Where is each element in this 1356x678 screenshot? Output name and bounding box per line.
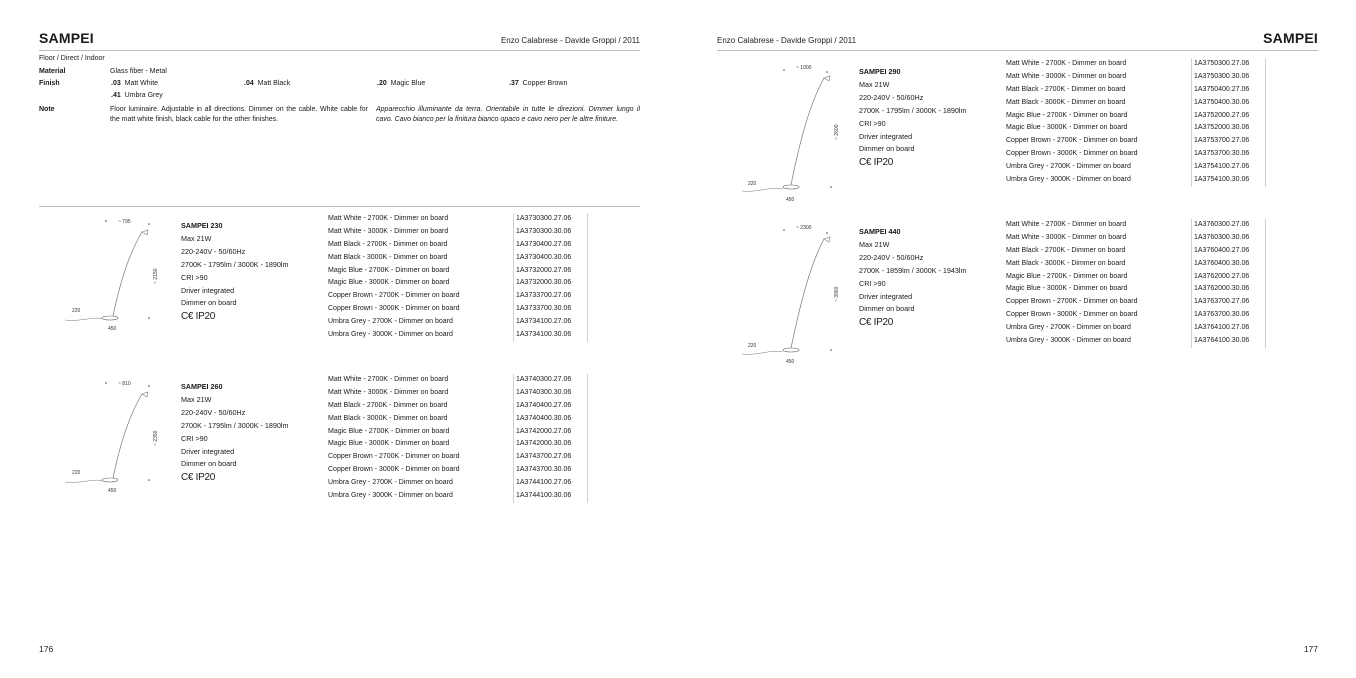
table-row: Magic Blue - 3000K - Dimmer on board 1A3752000.30.06 — [1005, 122, 1266, 135]
variant-table — [1005, 58, 1266, 187]
product-specs — [859, 226, 966, 330]
svg-text:450: 450 — [108, 326, 117, 332]
spec-line: Dimmer on board — [859, 144, 915, 154]
svg-text:450: 450 — [786, 359, 795, 365]
spec-line: 220-240V - 50/60Hz — [859, 252, 924, 262]
designer-credit: Enzo Calabrese - Davide Groppi / 2011 — [717, 36, 857, 45]
table-row: Copper Brown - 2700K - Dimmer on board 1A3753700.27.06 — [1005, 135, 1266, 148]
table-row: Magic Blue - 3000K - Dimmer on board 1A3742000.30.06 — [327, 438, 588, 451]
product-name: SAMPEI 440 — [859, 227, 901, 236]
svg-text:220: 220 — [748, 181, 757, 187]
svg-text:220: 220 — [72, 470, 81, 476]
ce-ip20-mark: C€ IP20 — [859, 157, 894, 169]
table-row: Magic Blue - 3000K - Dimmer on board 1A3762000.30.06 — [1005, 283, 1266, 296]
table-row: Umbra Grey - 2700K - Dimmer on board 1A3734100.27.06 — [327, 316, 588, 329]
category-text: Floor / Direct / Indoor — [39, 55, 105, 62]
table-row: Umbra Grey - 3000K - Dimmer on board 1A3754100.30.06 — [1005, 174, 1266, 187]
table-row: Copper Brown - 2700K - Dimmer on board 1A3763700.27.06 — [1005, 296, 1266, 309]
table-row: Umbra Grey - 2700K - Dimmer on board 1A3764100.27.06 — [1005, 322, 1266, 335]
lamp-drawing — [734, 60, 844, 205]
table-row: Copper Brown - 3000K - Dimmer on board 1A3753700.30.06 — [1005, 148, 1266, 161]
catalog-page-right — [678, 0, 1356, 678]
table-row: Umbra Grey - 2700K - Dimmer on board 1A3754100.27.06 — [1005, 161, 1266, 174]
svg-text:~ 2300: ~ 2300 — [796, 225, 812, 231]
lamp-drawing — [60, 212, 160, 334]
ce-ip20-mark: C€ IP20 — [859, 317, 894, 329]
spec-line: Max 21W — [181, 233, 212, 243]
finish-item: .04 Matt Black — [244, 80, 291, 87]
table-row: Copper Brown - 2700K - Dimmer on board 1A3733700.27.06 — [327, 290, 588, 303]
table-row: Matt White - 3000K - Dimmer on board 1A3730300.30.06 — [327, 226, 588, 239]
spec-line: CRI >90 — [859, 118, 886, 128]
spec-line: 2700K - 1795lm / 3000K - 1890lm — [181, 259, 289, 269]
spec-line: Dimmer on board — [859, 304, 915, 314]
svg-text:450: 450 — [786, 197, 795, 203]
note-label: Note — [39, 106, 55, 113]
page-number: 176 — [39, 644, 54, 654]
designer-credit: Enzo Calabrese - Davide Groppi / 2011 — [500, 36, 640, 45]
product-name: SAMPEI 230 — [181, 221, 223, 230]
svg-text:450: 450 — [108, 488, 117, 494]
table-row: Matt Black - 3000K - Dimmer on board 1A3760400.30.06 — [1005, 258, 1266, 271]
svg-text:~ 810: ~ 810 — [118, 381, 131, 387]
material-value: Glass fiber - Metal — [110, 68, 167, 75]
table-row: Umbra Grey - 3000K - Dimmer on board 1A3734100.30.06 — [327, 329, 588, 342]
note-italian: Apparecchio illuminante da terra. Orientabile in tutte le direzioni. Dimmer lungo il cavo. Cavo bianco per la finitura bianco opaco e cavo nero per le altre finiture. — [376, 106, 640, 123]
spec-line: CRI >90 — [181, 433, 208, 443]
svg-text:~ 795: ~ 795 — [118, 219, 131, 225]
table-row: Matt White - 2700K - Dimmer on board 1A3760300.27.06 — [1005, 219, 1266, 232]
table-row: Matt Black - 3000K - Dimmer on board 1A3750400.30.06 — [1005, 97, 1266, 110]
svg-text:~ 3960: ~ 3960 — [834, 286, 840, 302]
brand-title: SAMPEI — [1263, 30, 1318, 46]
svg-text:~ 2150: ~ 2150 — [153, 268, 159, 284]
ce-ip20-mark: C€ IP20 — [181, 311, 216, 323]
table-row: Matt White - 2700K - Dimmer on board 1A3740300.27.06 — [327, 374, 588, 387]
table-row: Matt White - 2700K - Dimmer on board 1A3730300.27.06 — [327, 213, 588, 226]
spec-line: 220-240V - 50/60Hz — [181, 407, 246, 417]
finish-item: .20 Magic Blue — [377, 80, 426, 87]
spec-line: 2700K - 1795lm / 3000K - 1890lm — [181, 420, 289, 430]
spec-line: Driver integrated — [859, 291, 913, 301]
table-row: Magic Blue - 2700K - Dimmer on board 1A3752000.27.06 — [1005, 110, 1266, 123]
variant-table — [327, 213, 588, 342]
product-specs — [859, 66, 966, 170]
brand-title: SAMPEI — [39, 30, 94, 46]
table-row: Matt White - 3000K - Dimmer on board 1A3750300.30.06 — [1005, 71, 1266, 84]
spec-line: Dimmer on board — [181, 298, 237, 308]
finish-label: Finish — [39, 80, 60, 87]
table-row: Magic Blue - 2700K - Dimmer on board 1A3732000.27.06 — [327, 265, 588, 278]
finish-item: .41 Umbra Grey — [111, 92, 163, 99]
spec-line: Driver integrated — [859, 131, 913, 141]
spec-line: Driver integrated — [181, 446, 235, 456]
lamp-drawing — [60, 374, 160, 496]
note-english: Floor luminaire. Adjustable in all directions. Dimmer on the cable. White cable for the matt white finish, black cable for the other finishes. — [110, 106, 368, 123]
material-label: Material — [39, 68, 66, 75]
svg-text:220: 220 — [72, 308, 81, 314]
header-rule — [39, 50, 640, 51]
table-row: Matt White - 2700K - Dimmer on board 1A3750300.27.06 — [1005, 58, 1266, 71]
spec-line: 220-240V - 50/60Hz — [859, 92, 924, 102]
table-row: Magic Blue - 3000K - Dimmer on board 1A3732000.30.06 — [327, 277, 588, 290]
header-rule — [717, 50, 1318, 51]
table-row: Matt Black - 2700K - Dimmer on board 1A3760400.27.06 — [1005, 245, 1266, 258]
section-rule — [39, 206, 640, 207]
table-row: Matt White - 3000K - Dimmer on board 1A3740300.30.06 — [327, 387, 588, 400]
spec-line: CRI >90 — [181, 272, 208, 282]
page-number: 177 — [1303, 644, 1318, 654]
product-name: SAMPEI 290 — [859, 67, 901, 76]
finish-item: .03 Matt White — [111, 80, 159, 87]
spec-line: Driver integrated — [181, 285, 235, 295]
svg-text:~ 2600: ~ 2600 — [834, 124, 840, 140]
spec-line: Max 21W — [859, 239, 890, 249]
table-row: Matt Black - 3000K - Dimmer on board 1A3730400.30.06 — [327, 252, 588, 265]
spec-line: Max 21W — [859, 79, 890, 89]
table-row: Matt Black - 2700K - Dimmer on board 1A3740400.27.06 — [327, 400, 588, 413]
variant-table — [327, 374, 588, 503]
finish-item: .37 Copper Brown — [509, 80, 568, 87]
lamp-drawing — [734, 220, 844, 368]
svg-text:~ 2350: ~ 2350 — [153, 430, 159, 446]
spec-line: CRI >90 — [859, 278, 886, 288]
svg-text:220: 220 — [748, 343, 757, 349]
table-row: Copper Brown - 3000K - Dimmer on board 1A3733700.30.06 — [327, 303, 588, 316]
table-row: Copper Brown - 2700K - Dimmer on board 1A3743700.27.06 — [327, 451, 588, 464]
spec-line: 2700K - 1795lm / 3000K - 1890lm — [859, 105, 967, 115]
table-row: Umbra Grey - 3000K - Dimmer on board 1A3764100.30.06 — [1005, 335, 1266, 348]
product-specs — [181, 220, 288, 324]
product-name: SAMPEI 260 — [181, 382, 223, 391]
svg-text:~ 1000: ~ 1000 — [796, 65, 812, 71]
product-specs — [181, 381, 288, 485]
spec-line: 220-240V - 50/60Hz — [181, 246, 246, 256]
spec-line: Max 21W — [181, 394, 212, 404]
table-row: Umbra Grey - 3000K - Dimmer on board 1A3744100.30.06 — [327, 490, 588, 503]
table-row: Matt Black - 3000K - Dimmer on board 1A3740400.30.06 — [327, 413, 588, 426]
spec-line: 2700K - 1859lm / 3000K - 1943lm — [859, 265, 967, 275]
table-row: Umbra Grey - 2700K - Dimmer on board 1A3744100.27.06 — [327, 477, 588, 490]
table-row: Matt Black - 2700K - Dimmer on board 1A3750400.27.06 — [1005, 84, 1266, 97]
table-row: Matt Black - 2700K - Dimmer on board 1A3730400.27.06 — [327, 239, 588, 252]
variant-table — [1005, 219, 1266, 348]
spec-line: Dimmer on board — [181, 459, 237, 469]
table-row: Matt White - 3000K - Dimmer on board 1A3760300.30.06 — [1005, 232, 1266, 245]
ce-ip20-mark: C€ IP20 — [181, 472, 216, 484]
table-row: Copper Brown - 3000K - Dimmer on board 1A3763700.30.06 — [1005, 309, 1266, 322]
table-row: Copper Brown - 3000K - Dimmer on board 1A3743700.30.06 — [327, 464, 588, 477]
table-row: Magic Blue - 2700K - Dimmer on board 1A3742000.27.06 — [327, 426, 588, 439]
table-row: Magic Blue - 2700K - Dimmer on board 1A3762000.27.06 — [1005, 271, 1266, 284]
